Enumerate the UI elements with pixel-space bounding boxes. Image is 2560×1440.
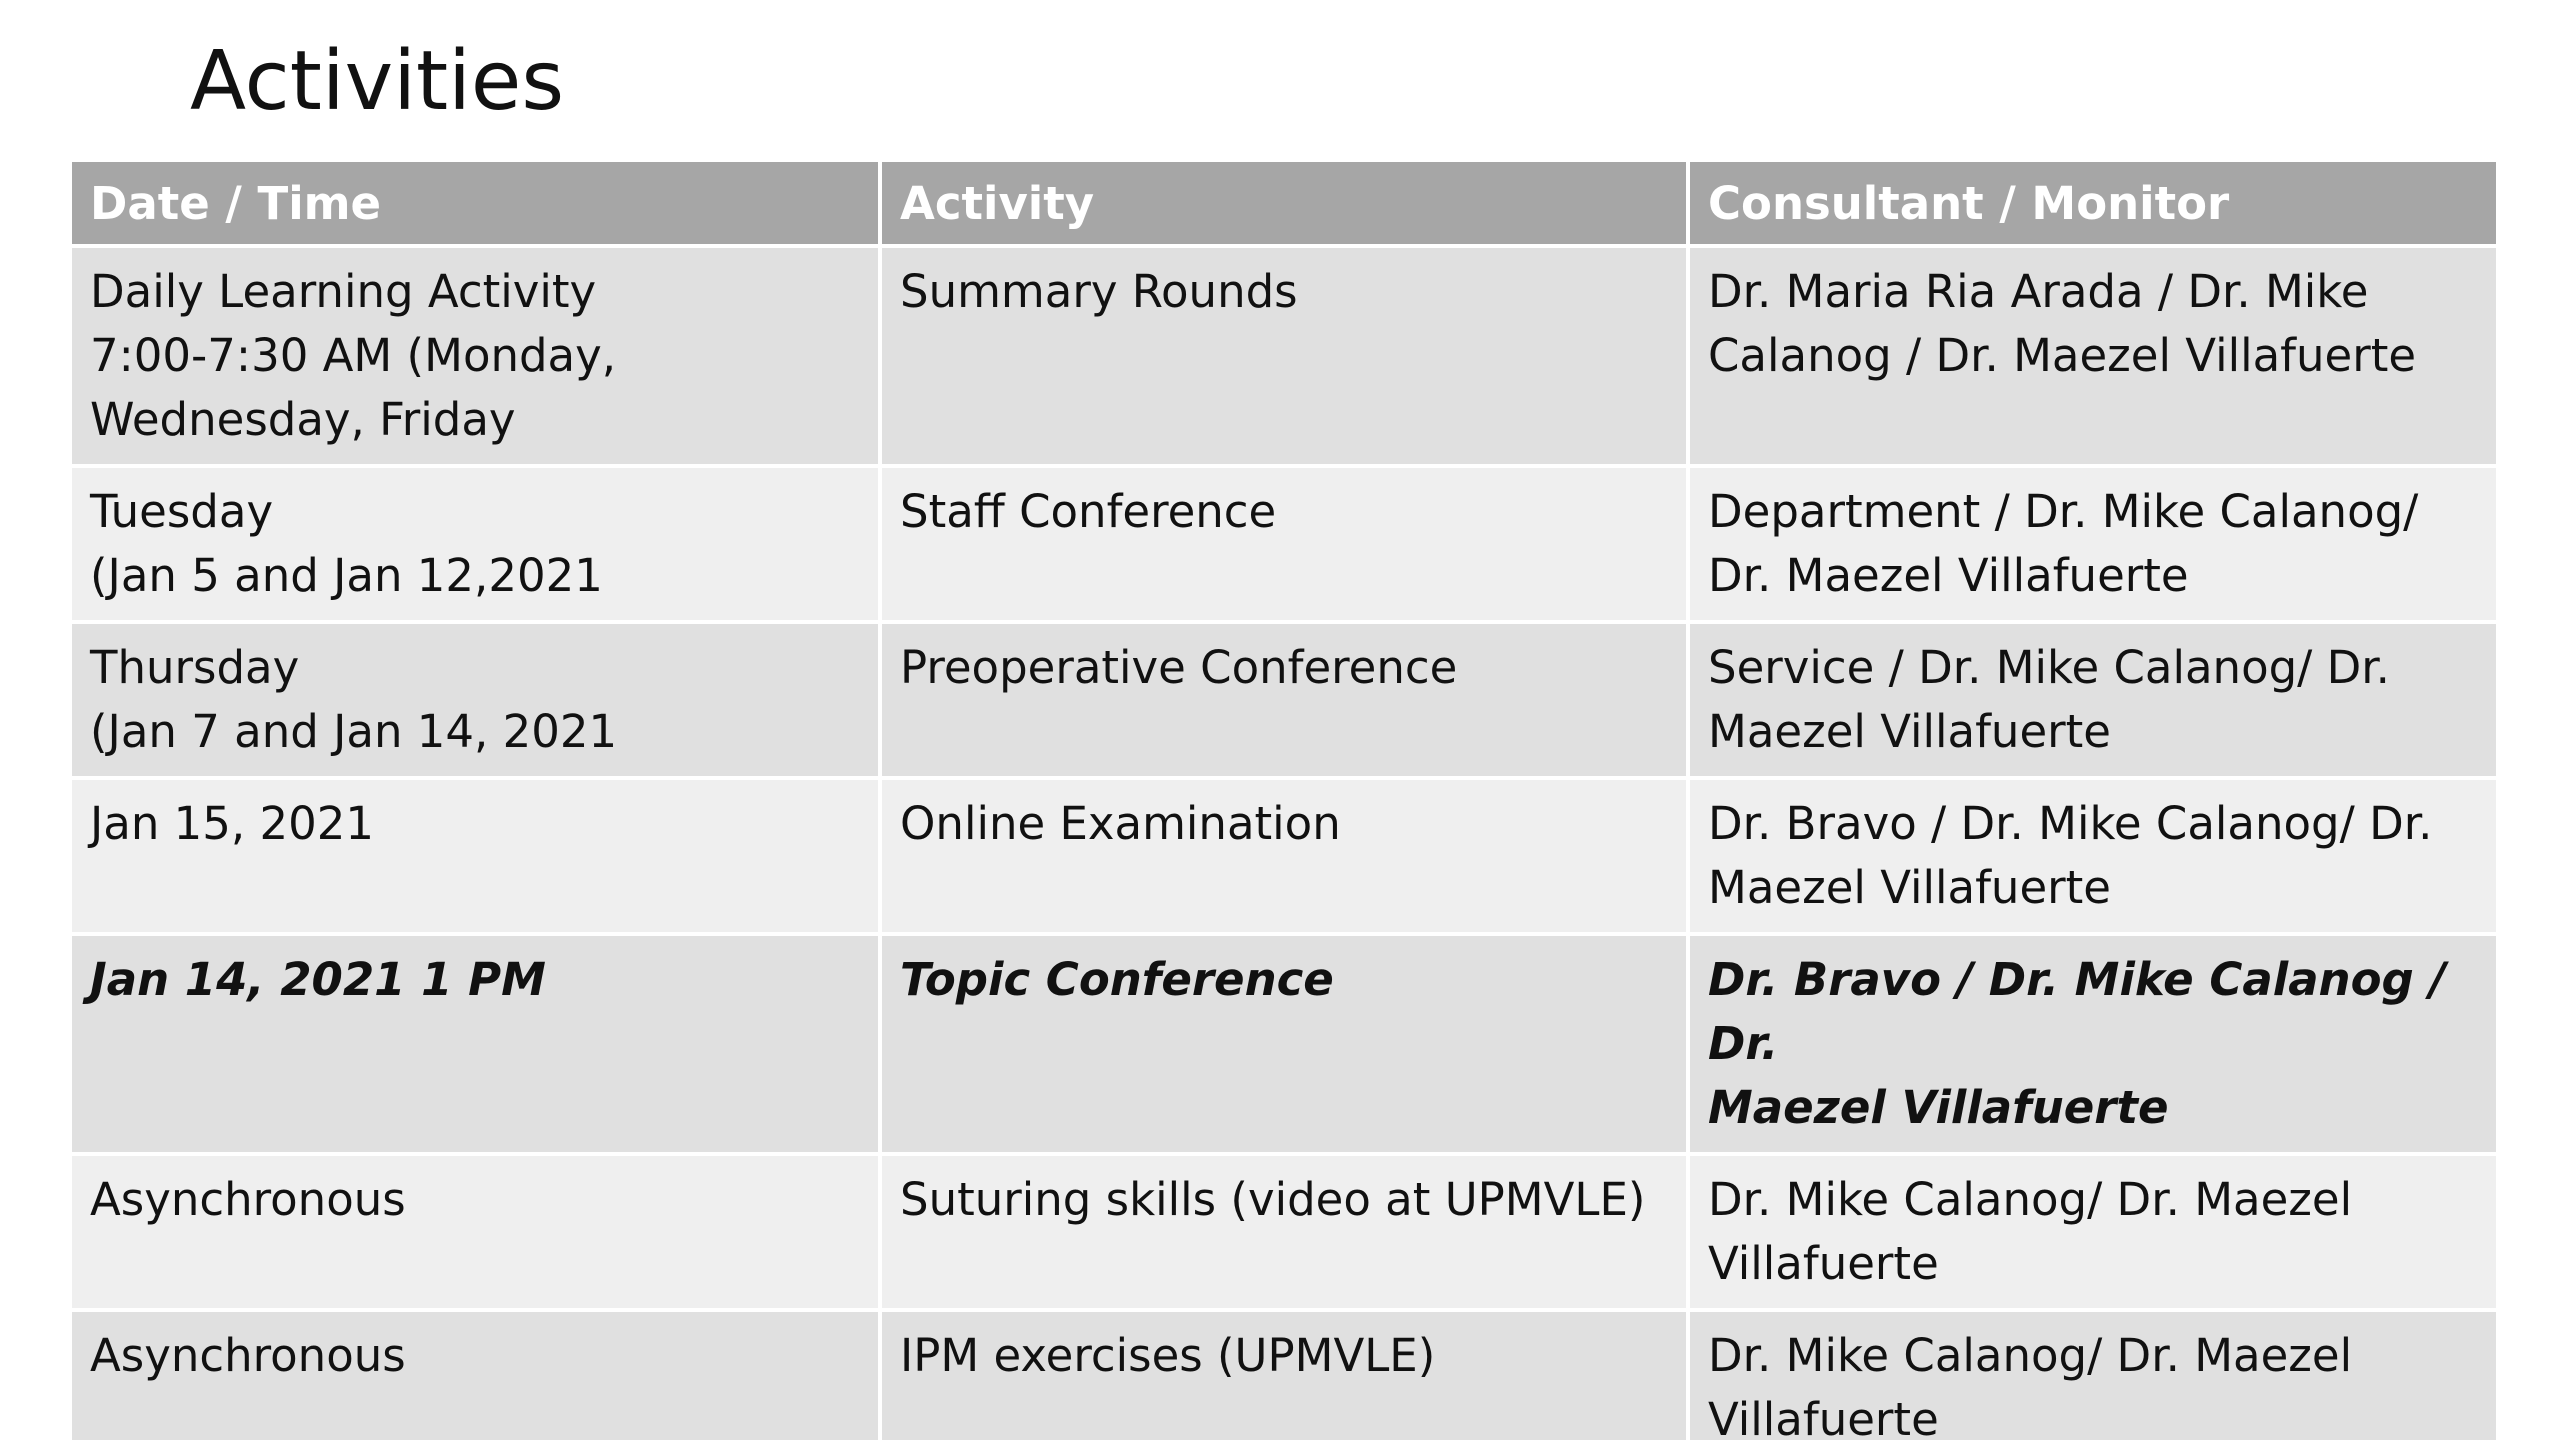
activity-cell: [880, 1310, 1688, 1440]
table-header-row: [72, 162, 2496, 246]
date-cell: [72, 466, 880, 622]
activity-line: Topic Conference: [900, 953, 1334, 1006]
activity-cell: [880, 466, 1688, 622]
page-title: Activities: [190, 34, 565, 129]
consultant-line: Calanog / Dr. Maezel Villafuerte: [1708, 329, 2417, 382]
date-line: Jan 14, 2021 1 PM: [90, 953, 546, 1006]
activity-line: Suturing skills (video at UPMVLE): [900, 1173, 1646, 1226]
date-line: Wednesday, Friday: [90, 393, 516, 446]
consultant-line: Villafuerte: [1708, 1237, 1939, 1290]
consultant-cell: [1688, 246, 2496, 466]
table-row: [72, 778, 2496, 934]
activity-line: Summary Rounds: [900, 265, 1298, 318]
date-cell: [72, 622, 880, 778]
activity-line: Staff Conference: [900, 485, 1277, 538]
date-line: Asynchronous: [90, 1329, 406, 1382]
date-cell: [72, 246, 880, 466]
consultant-cell: [1688, 1154, 2496, 1310]
date-cell: [72, 1154, 880, 1310]
consultant-cell: [1688, 778, 2496, 934]
consultant-line: Villafuerte: [1708, 1393, 1939, 1440]
header-consultant-monitor: Consultant / Monitor: [1688, 162, 2496, 246]
date-line: Thursday: [90, 641, 300, 694]
consultant-cell: [1688, 622, 2496, 778]
consultant-line: Maezel Villafuerte: [1708, 861, 2111, 914]
table-row: [72, 1154, 2496, 1310]
date-line: 7:00-7:30 AM (Monday,: [90, 329, 617, 382]
date-line: Daily Learning Activity: [90, 265, 597, 318]
consultant-line: Department / Dr. Mike Calanog/: [1708, 485, 2419, 538]
consultant-line: Service / Dr. Mike Calanog/ Dr.: [1708, 641, 2390, 694]
consultant-line: Dr. Mike Calanog/ Dr. Maezel: [1708, 1173, 2353, 1226]
consultant-line: Dr. Maria Ria Arada / Dr. Mike: [1708, 265, 2369, 318]
consultant-line: Dr. Maezel Villafuerte: [1708, 549, 2189, 602]
consultant-line: Maezel Villafuerte: [1708, 1081, 2169, 1134]
date-line: Jan 15, 2021: [90, 797, 375, 850]
consultant-line: Maezel Villafuerte: [1708, 705, 2111, 758]
date-line: Asynchronous: [90, 1173, 406, 1226]
activity-cell: [880, 934, 1688, 1154]
activity-cell: [880, 778, 1688, 934]
consultant-cell: [1688, 1310, 2496, 1440]
consultant-line: Dr. Bravo / Dr. Mike Calanog / Dr.: [1708, 953, 2446, 1070]
activity-cell: [880, 246, 1688, 466]
activity-line: Online Examination: [900, 797, 1341, 850]
table-row: [72, 246, 2496, 466]
table-row: [72, 1310, 2496, 1440]
date-line: (Jan 7 and Jan 14, 2021: [90, 705, 618, 758]
consultant-cell: [1688, 934, 2496, 1154]
consultant-line: Dr. Mike Calanog/ Dr. Maezel: [1708, 1329, 2353, 1382]
header-activity: Activity: [880, 162, 1688, 246]
table-row: [72, 622, 2496, 778]
activity-line: Preoperative Conference: [900, 641, 1458, 694]
date-cell: [72, 934, 880, 1154]
date-line: Tuesday: [90, 485, 274, 538]
consultant-line: Dr. Bravo / Dr. Mike Calanog/ Dr.: [1708, 797, 2433, 850]
consultant-cell: [1688, 466, 2496, 622]
date-line: (Jan 5 and Jan 12,2021: [90, 549, 603, 602]
date-cell: [72, 1310, 880, 1440]
date-cell: [72, 778, 880, 934]
table-row: [72, 466, 2496, 622]
table-row-highlighted: [72, 934, 2496, 1154]
activity-line: IPM exercises (UPMVLE): [900, 1329, 1436, 1382]
activity-cell: [880, 1154, 1688, 1310]
activity-cell: [880, 622, 1688, 778]
header-date-time: Date / Time: [72, 162, 880, 246]
activities-table: [72, 162, 2496, 1440]
